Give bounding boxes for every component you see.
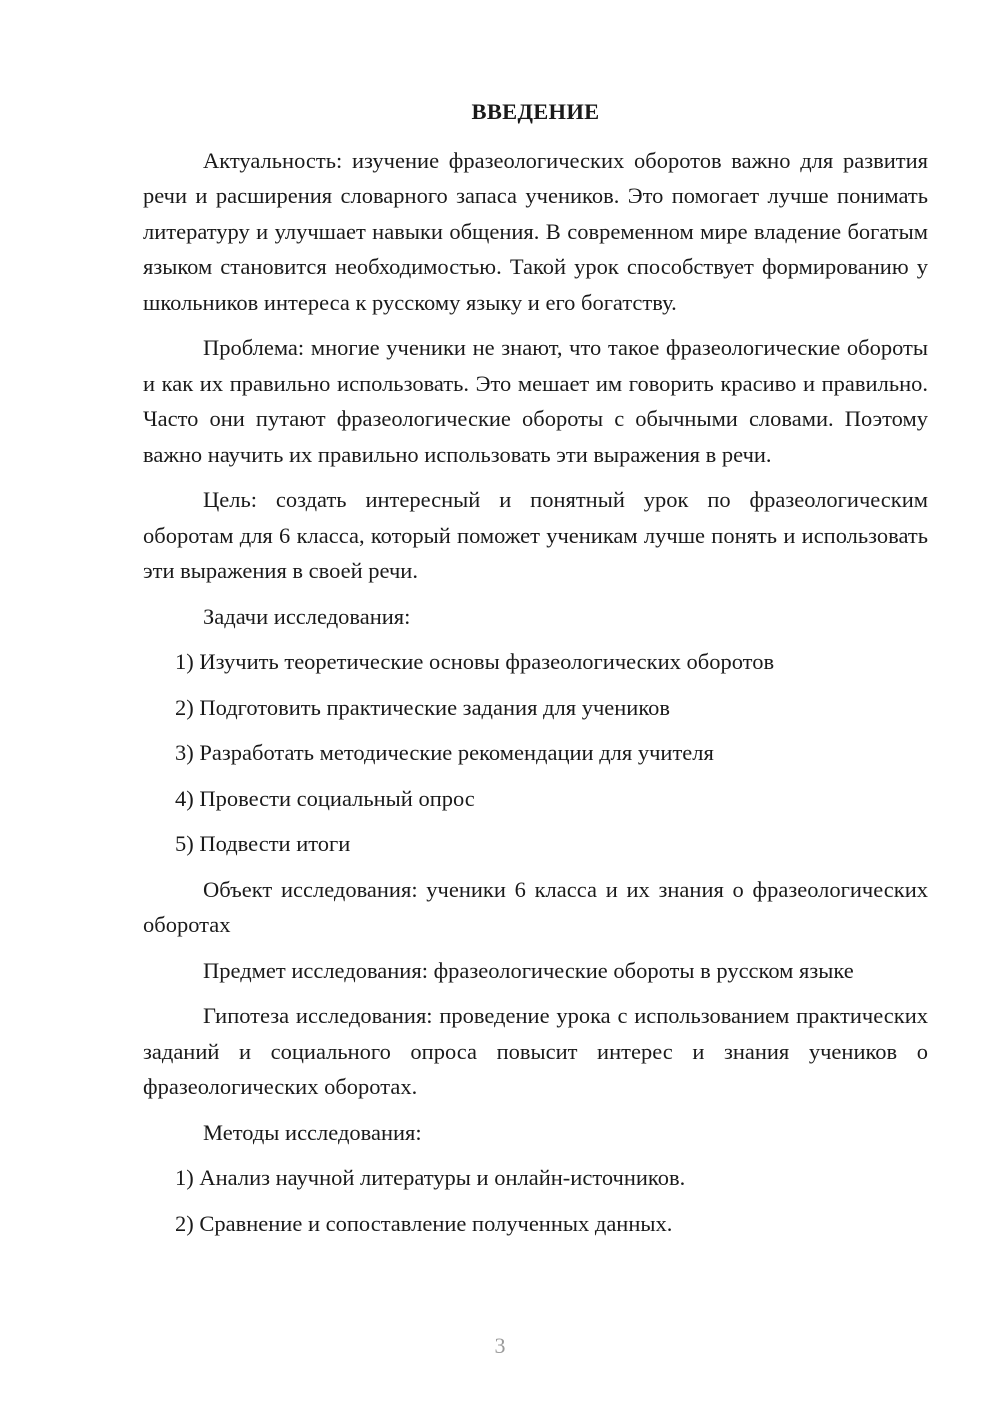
task-item: 3) Разработать методические рекомендации для учителя xyxy=(175,740,714,765)
hypothesis-paragraph: Гипотеза исследования: проведение урока с использованием практических заданий и социального опроса повысит интерес и знания учеников о фразеологических оборотах. xyxy=(143,1003,928,1099)
task-item: 1) Изучить теоретические основы фразеологических оборотов xyxy=(175,649,775,674)
task-item: 2) Подготовить практические задания для учеников xyxy=(175,694,670,720)
relevance-paragraph: Актуальность: изучение фразеологических оборотов важно для развития речи и расширения словарного запаса учеников. Это помогает лучше понимать литературу и улучшает навыки общения. В современном мире владение богатым языком становится необходимостью. Такой урок способствует формированию у школьников интереса к русскому языку и его богатству. xyxy=(143,147,928,315)
page-number: 3 xyxy=(494,1333,506,1358)
page-content xyxy=(143,94,928,1251)
object-paragraph: Объект исследования: ученики 6 класса и их знания о фразеологических оборотах xyxy=(143,876,928,937)
methods-heading: Методы исследования: xyxy=(203,1119,422,1145)
page-title: ВВЕДЕНИЕ xyxy=(471,99,600,124)
task-item: 5) Подвести итоги xyxy=(175,831,351,856)
tasks-heading: Задачи исследования: xyxy=(203,603,411,629)
problem-paragraph: Проблема: многие ученики не знают, что такое фразеологические обороты и как их правильно использовать. Это мешает им говорить красиво и правильно. Часто они путают фразеологические обороты с обычными словами. Поэтому важно научить их правильно использовать эти выражения в речи. xyxy=(143,335,928,467)
method-item: 2) Сравнение и сопоставление полученных данных. xyxy=(175,1210,673,1236)
task-item: 4) Провести социальный опрос xyxy=(175,785,475,811)
method-item: 1) Анализ научной литературы и онлайн-источников. xyxy=(175,1165,686,1190)
subject-paragraph: Предмет исследования: фразеологические обороты в русском языке xyxy=(203,957,854,983)
goal-paragraph: Цель: создать интересный и понятный урок по фразеологическим оборотам для 6 класса, который поможет ученикам лучше понять и использовать эти выражения в своей речи. xyxy=(143,487,928,583)
